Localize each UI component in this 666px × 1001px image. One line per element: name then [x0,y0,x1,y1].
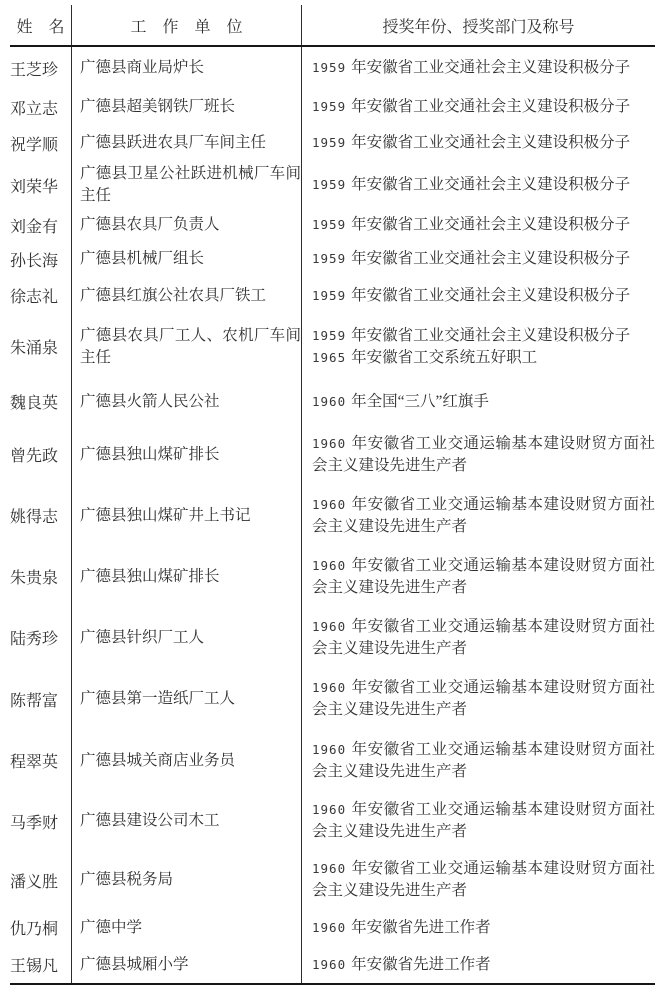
unit-cell [72,607,302,668]
work-unit: 广德县超美钢铁厂班长 [80,98,236,115]
award-year: 1960 [312,680,347,695]
work-unit: 广德县建设公司木工 [80,812,220,829]
name-cell [10,314,72,379]
table-row [10,546,655,607]
award-year: 1960 [312,496,347,512]
person-name: 魏良英 [10,395,59,412]
name-cell [10,277,72,314]
unit-cell [72,379,302,424]
work-unit: 广德县税务局 [80,871,174,888]
work-unit: 广德县农具厂负责人 [80,216,220,233]
award-year: 1960 [312,435,347,451]
table-row [10,485,655,546]
work-unit: 广德县机械厂组长 [80,250,205,267]
award-cell [302,379,655,424]
award-entry: 1959 年安徽省工业交通社会主义建设积极分子 [312,286,631,304]
award-cell [302,209,655,241]
table-row [10,277,655,314]
award-entry: 1960 年安徽省工业交通运输基本建设财贸方面社会主义建设先进生产者 [312,860,655,899]
work-unit: 广德县火箭人民公社 [80,392,220,410]
award-year: 1960 [312,956,347,972]
name-cell [10,946,72,983]
header-name: 姓 名 [10,5,72,45]
person-name: 刘荣华 [10,178,59,196]
award-cell [302,607,655,668]
award-entry: 1959 年安徽省工业交通社会主义建设积极分子 [312,326,631,344]
unit-cell [72,125,302,161]
header-unit: 工 作 单 位 [72,5,302,45]
award-entry: 1959 年安徽省工业交通社会主义建设积极分子 [312,98,631,115]
table-row [10,161,655,209]
work-unit: 广德县跃进农具厂车间主任 [80,134,267,151]
work-unit: 广德中学 [80,918,143,936]
award-year: 1959 [312,135,347,150]
person-name: 朱涌泉 [10,340,59,357]
table-row [10,668,655,730]
award-cell [302,946,655,983]
work-unit: 广德县红旗公社农具厂铁工 [80,286,267,304]
award-cell [302,851,655,909]
work-unit: 广德县独山煤矿排长 [80,567,220,585]
award-entry: 1959 年安徽省工业交通社会主义建设积极分子 [312,176,631,193]
award-entry: 1960 年安徽省工业交通运输基本建设财贸方面社会主义建设先进生产者 [312,617,655,657]
award-cell [302,125,655,161]
unit-cell [72,485,302,546]
award-cell [302,546,655,607]
award-cell [302,424,655,485]
unit-cell [72,909,302,946]
name-cell [10,209,72,241]
award-entry: 1960 年安徽省工业交通运输基本建设财贸方面社会主义建设先进生产者 [312,679,655,718]
table-row [10,241,655,277]
award-entry: 1960 年安徽省工业交通运输基本建设财贸方面社会主义建设先进生产者 [312,556,655,596]
award-year: 1960 [312,861,347,876]
person-name: 邓立志 [10,100,59,118]
award-cell [302,485,655,546]
award-entry: 1960 年安徽省工业交通运输基本建设财贸方面社会主义建设先进生产者 [312,740,655,780]
unit-cell [72,161,302,209]
award-entry: 1960 年安徽省工业交通运输基本建设财贸方面社会主义建设先进生产者 [312,495,655,535]
unit-cell [72,209,302,241]
person-name: 孙长海 [10,252,59,270]
name-cell [10,851,72,909]
unit-cell [72,730,302,791]
name-cell [10,607,72,668]
unit-cell [72,546,302,607]
person-name: 徐志礼 [10,289,59,306]
table-row [10,209,655,241]
person-name: 祝学顺 [10,136,59,154]
unit-cell [72,424,302,485]
award-year: 1960 [312,393,347,409]
award-entry: 1959 年安徽省工业交通社会主义建设积极分子 [312,134,631,151]
person-name: 姚得志 [10,509,59,526]
name-cell [10,379,72,424]
award-year: 1959 [312,60,347,75]
unit-cell [72,851,302,909]
name-cell [10,89,72,125]
name-cell [10,730,72,791]
award-entry: 1960 年安徽省先进工作者 [312,955,491,973]
award-entry: 1959 年安徽省工业交通社会主义建设积极分子 [312,216,631,233]
work-unit: 广德县卫星公社跃进机械厂车间主任 [80,165,301,204]
name-cell [10,161,72,209]
unit-cell [72,668,302,730]
person-name: 刘金有 [10,218,59,236]
award-entry: 1960 年全国“三八”红旗手 [312,392,489,410]
header-award: 授奖年份、授奖部门及称号 [382,18,575,36]
table-row [10,909,655,946]
award-year: 1959 [312,99,347,114]
award-entry: 1960 年安徽省先进工作者 [312,918,491,936]
award-cell [302,668,655,730]
table-row [10,424,655,485]
unit-cell [72,946,302,983]
award-entry: 1960 年安徽省工业交通运输基本建设财贸方面社会主义建设先进生产者 [312,801,655,840]
name-cell [10,424,72,485]
award-year: 1959 [312,217,347,232]
name-cell [10,47,72,89]
person-name: 仇乃桐 [10,921,59,938]
award-year: 1960 [312,557,347,573]
person-name: 王芝珍 [10,61,59,79]
work-unit: 广德县农具厂工人、农机厂车间主任 [80,326,301,366]
unit-cell [72,89,302,125]
award-cell [302,241,655,277]
award-entry: 1959 年安徽省工业交通社会主义建设积极分子 [312,250,631,267]
table-row [10,47,655,89]
table-header-row [10,5,655,47]
award-cell [302,791,655,851]
award-entry: 1959 年安徽省工业交通社会主义建设积极分子 [312,59,631,76]
table-row [10,314,655,379]
award-cell [302,730,655,791]
award-cell [302,161,655,209]
person-name: 程翠英 [10,754,59,771]
person-name: 潘义胜 [10,873,59,891]
work-unit: 广德县城厢小学 [80,955,189,973]
person-name: 陆秀珍 [10,631,59,648]
table-row [10,607,655,668]
unit-cell [72,791,302,851]
award-cell [302,909,655,946]
unit-cell [72,241,302,277]
award-cell [302,47,655,89]
table-row [10,851,655,909]
person-name: 陈帮富 [10,692,59,710]
award-year: 1960 [312,618,347,634]
table-body [10,47,655,983]
award-cell [302,277,655,314]
work-unit: 广德县城关商店业务员 [80,751,236,769]
award-year: 1960 [312,741,347,757]
person-name: 马季财 [10,814,59,832]
award-entry: 1965 年安徽省工交系统五好职工 [312,348,538,366]
work-unit: 广德县独山煤矿井上书记 [80,506,251,524]
award-year: 1959 [312,287,347,303]
award-cell [302,89,655,125]
name-cell [10,546,72,607]
table-row [10,946,655,983]
table-row [10,730,655,791]
award-year: 1959 [312,251,347,266]
award-year: 1960 [312,802,347,817]
name-cell [10,668,72,730]
award-entry: 1960 年安徽省工业交通运输基本建设财贸方面社会主义建设先进生产者 [312,434,655,474]
work-unit: 广德县独山煤矿排长 [80,445,220,463]
work-unit: 广德县第一造纸厂工人 [80,690,236,707]
award-cell [302,314,655,379]
table-row [10,125,655,161]
unit-cell [72,314,302,379]
name-cell [10,125,72,161]
work-unit: 广德县针织厂工人 [80,628,205,646]
unit-cell [72,277,302,314]
name-cell [10,485,72,546]
table-row [10,89,655,125]
award-year: 1959 [312,177,347,192]
person-name: 曾先政 [10,448,59,465]
work-unit: 广德县商业局炉长 [80,59,205,76]
award-year: 1960 [312,919,347,935]
award-year: 1965 [312,349,347,365]
person-name: 王锡凡 [10,958,59,975]
name-cell [10,241,72,277]
table-row [10,379,655,424]
name-cell [10,791,72,851]
table-row [10,791,655,851]
unit-cell [72,47,302,89]
awards-table [10,5,655,985]
person-name: 朱贵泉 [10,570,59,587]
name-cell [10,909,72,946]
award-year: 1959 [312,327,347,343]
